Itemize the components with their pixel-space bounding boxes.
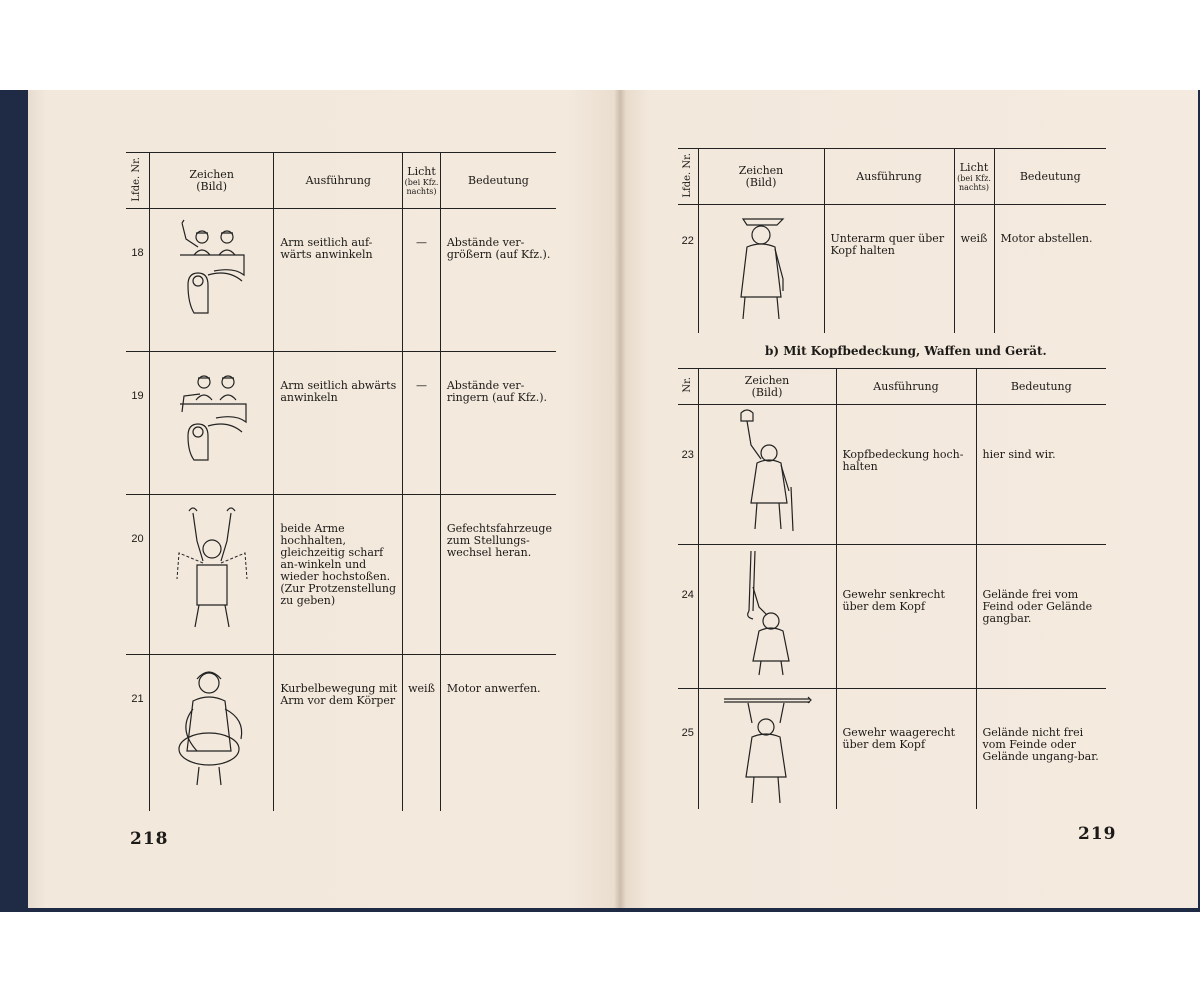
book-gutter <box>614 90 626 908</box>
header-zeichen: Zeichen (Bild) <box>698 149 824 205</box>
table-row <box>678 689 1106 809</box>
table-row <box>126 352 556 495</box>
page-number-left: 218 <box>130 829 169 849</box>
header-zeichen: Zeichen (Bild) <box>698 369 836 405</box>
ausfuehrung-text: Arm seitlich auf-wärts anwinkeln <box>274 209 403 352</box>
ausfuehrung-text: Gewehr waagerecht über dem Kopf <box>836 689 976 809</box>
bedeutung-text: Gelände nicht frei vom Feinde oder Gelände ungang-bar. <box>976 689 1106 809</box>
signal-illustration <box>698 205 824 333</box>
ausfuehrung-text: Unterarm quer über Kopf halten <box>824 205 954 333</box>
bedeutung-text: Motor abstellen. <box>994 205 1106 333</box>
header-zeichen: Zeichen (Bild) <box>149 153 273 209</box>
licht-text: — <box>403 209 441 352</box>
ausfuehrung-text: beide Arme hochhalten, gleichzeitig scharf an-winkeln und wieder hochstoßen. (Zur Protzenstellung zu geben) <box>274 495 403 655</box>
row-number: 23 <box>678 405 698 545</box>
bedeutung-text: Motor anwerfen. <box>440 655 556 811</box>
ausfuehrung-text: Arm seitlich abwärts anwinkeln <box>274 352 403 495</box>
section-subheading: b) Mit Kopfbedeckung, Waffen und Gerät. <box>765 344 1047 358</box>
header-nr: Lfde. Nr. <box>678 149 698 205</box>
table-row <box>126 209 556 352</box>
header-bedeutung: Bedeutung <box>994 149 1106 205</box>
row-number: 18 <box>126 209 149 352</box>
header-ausfuehrung: Ausführung <box>274 153 403 209</box>
header-nr: Lfde. Nr. <box>126 153 149 209</box>
table-row <box>678 205 1106 333</box>
signal-illustration <box>149 495 273 655</box>
table-row <box>126 655 556 811</box>
table-row <box>126 495 556 655</box>
header-ausfuehrung: Ausführung <box>824 149 954 205</box>
row-number: 22 <box>681 235 694 247</box>
header-bedeutung: Bedeutung <box>440 153 556 209</box>
licht-text: — <box>403 352 441 495</box>
bedeutung-text: Gelände frei vom Feind oder Gelände gangbar. <box>976 545 1106 689</box>
bedeutung-text: Gefechtsfahrzeuge zum Stellungs-wechsel heran. <box>440 495 556 655</box>
table-row <box>678 405 1106 545</box>
row-number: 24 <box>678 545 698 689</box>
ausfuehrung-text: Kopfbedeckung hoch-halten <box>836 405 976 545</box>
bedeutung-text: Abstände ver-ringern (auf Kfz.). <box>440 352 556 495</box>
header-ausfuehrung: Ausführung <box>836 369 976 405</box>
header-nr: Nr. <box>678 369 698 405</box>
header-licht: Licht (bei Kfz. nachts) <box>954 149 994 205</box>
right-signal-table <box>678 148 1106 333</box>
signal-illustration <box>149 352 273 495</box>
licht-text <box>403 495 441 655</box>
header-licht: Licht (bei Kfz. nachts) <box>403 153 441 209</box>
page-number-right: 219 <box>1078 824 1117 844</box>
signal-illustration <box>698 405 836 545</box>
row-number: 25 <box>681 727 694 739</box>
licht-text: weiß <box>403 655 441 811</box>
left-signal-table <box>126 152 556 811</box>
bedeutung-text: hier sind wir. <box>976 405 1106 545</box>
signal-illustration <box>698 545 836 689</box>
row-number: 21 <box>131 693 144 705</box>
signal-illustration <box>149 655 273 811</box>
signal-illustration <box>149 209 273 352</box>
signal-illustration <box>698 689 836 809</box>
table-row <box>678 545 1106 689</box>
ausfuehrung-text: Gewehr senkrecht über dem Kopf <box>836 545 976 689</box>
ausfuehrung-text: Kurbelbewegung mit Arm vor dem Körper <box>274 655 403 811</box>
bedeutung-text: Abstände ver-größern (auf Kfz.). <box>440 209 556 352</box>
header-bedeutung: Bedeutung <box>976 369 1106 405</box>
licht-text: weiß <box>954 205 994 333</box>
row-number: 20 <box>126 495 149 655</box>
right-signal-table-2 <box>678 368 1106 809</box>
row-number: 19 <box>126 352 149 495</box>
